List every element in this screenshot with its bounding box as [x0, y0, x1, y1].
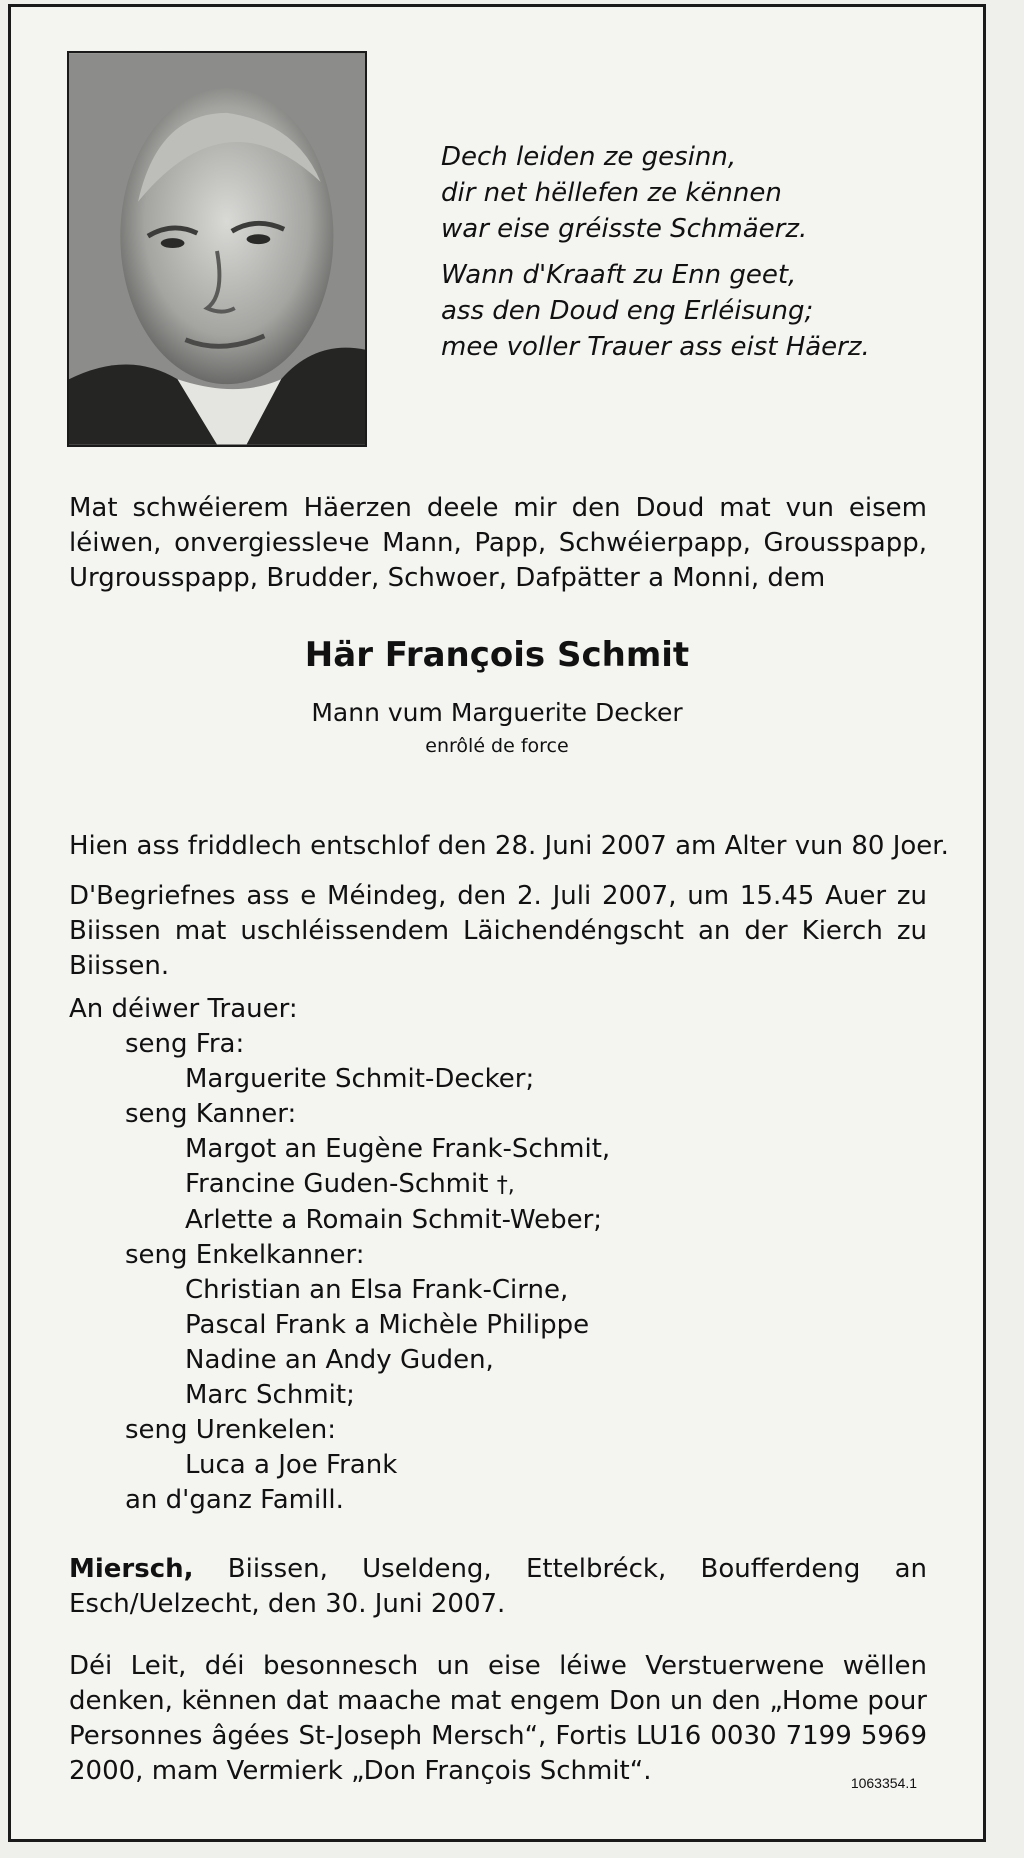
- cross-icon: †,: [496, 1173, 515, 1198]
- deceased-block: [11, 635, 983, 759]
- list-item: Christian an Elsa Frank-Cirne,: [185, 1275, 569, 1305]
- portrait-icon: [69, 53, 365, 445]
- list-item-deceased-child: [69, 1167, 927, 1203]
- poem-line: ass den Doud eng Erléisung;: [441, 296, 814, 326]
- places-bold: Miersch,: [69, 1554, 194, 1584]
- donation-paragraph: Déi Leit, déi besonnesch un eise léiwe Verstuerwene wëllen denken, kënnen dat maache mat engem Don un den „Home pour Personnes âgées St-Joseph Mersch“, Fortis LU16 0030 7199 5969 2000, mam Vermierk „Don François Schmit“.: [69, 1651, 927, 1786]
- obituary-notice: [8, 4, 986, 1842]
- deceased-spouse: Mann vum Marguerite Decker: [311, 698, 683, 727]
- list-item: Margot an Eugène Frank-Schmit,: [185, 1134, 611, 1164]
- poem: [441, 139, 961, 375]
- mourners-list: [69, 992, 927, 1518]
- poem-stanza-1: [441, 139, 961, 247]
- intro-paragraph: Mat schwéierem Häerzen deele mir den Doud mat vun eisem léiwen, onvergiesslече Mann, Papp, Schwéierpapp, Grousspapp, Urgrousspapp, Brudder, Schwoer, Dafpätter a Monni, dem: [69, 493, 927, 593]
- poem-line: Wann d'Kraaft zu Enn geet,: [441, 260, 797, 290]
- mourners-heading: An déiwer Trauer:: [69, 994, 298, 1024]
- deceased-note: enrôlé de force: [425, 735, 569, 757]
- list-item-name: Francine Guden-Schmit: [185, 1169, 489, 1199]
- grandchildren-label: seng Enkelkanner:: [125, 1240, 365, 1270]
- list-item: Arlette a Romain Schmit-Weber;: [185, 1205, 603, 1235]
- great-grandchildren-label: seng Urenkelen:: [125, 1415, 336, 1445]
- list-item: Luca a Joe Frank: [185, 1450, 398, 1480]
- places-rest: Biissen, Useldeng, Ettelbréck, Boufferdeng an Esch/Uelzecht, den 30. Juni 2007.: [69, 1554, 927, 1619]
- reference-number: 1063354.1: [850, 1775, 917, 1791]
- family-line: an d'ganz Famill.: [125, 1485, 344, 1515]
- poem-line: Dech leiden ze gesinn,: [441, 142, 737, 172]
- children-label: seng Kanner:: [125, 1099, 297, 1129]
- poem-line: dir net hëllefen ze kënnen: [441, 178, 782, 208]
- deceased-name: Här François Schmit: [304, 635, 690, 675]
- list-item: Pascal Frank a Michèle Philippe: [185, 1310, 590, 1340]
- funeral-paragraph: D'Begriefnes ass e Méindeg, den 2. Juli 2007, um 15.45 Auer zu Biissen mat uschléissendem Läichendéngscht an der Kierch zu Biissen.: [69, 881, 927, 981]
- poem-stanza-2: [441, 257, 961, 365]
- poem-line: war eise gréisste Schmäerz.: [441, 214, 808, 244]
- places-paragraph: [69, 1552, 927, 1622]
- list-item: Marguerite Schmit-Decker;: [185, 1064, 535, 1094]
- list-item: Nadine an Andy Guden,: [185, 1345, 494, 1375]
- wife-label: seng Fra:: [125, 1029, 245, 1059]
- list-item: Marc Schmit;: [185, 1380, 355, 1410]
- portrait-photo: [67, 51, 367, 447]
- poem-line: mee voller Trauer ass eist Häerz.: [441, 332, 870, 362]
- death-paragraph: Hien ass friddlech entschlof den 28. Juni 2007 am Alter vun 80 Joer.: [69, 831, 949, 861]
